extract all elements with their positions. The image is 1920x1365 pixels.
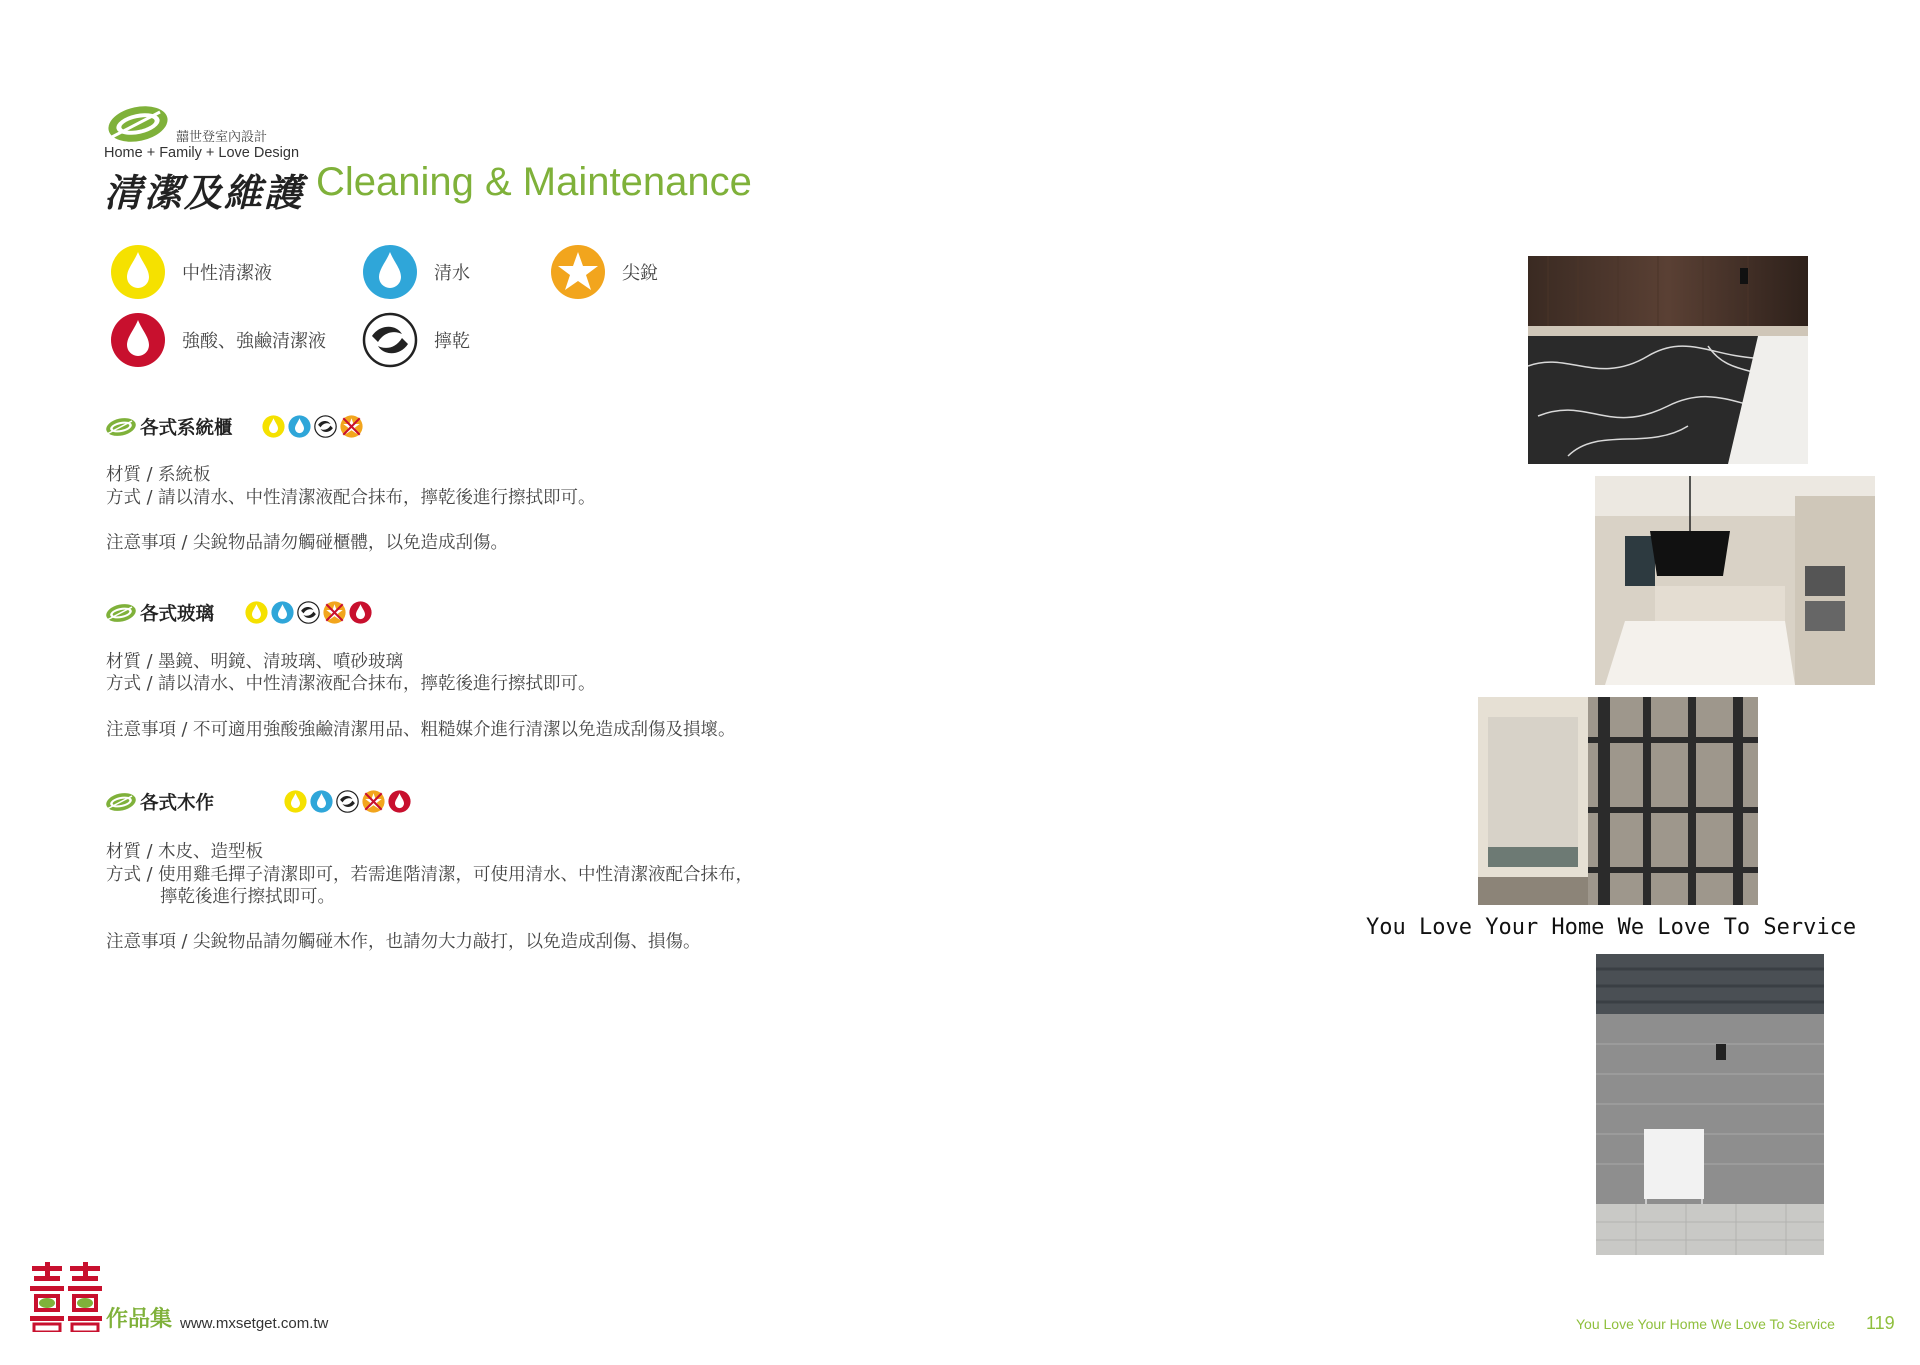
leaf-icon [104,601,138,625]
section-material: 材質 / 墨鏡、明鏡、清玻璃、噴砂玻璃 [106,652,404,672]
legend-label: 尖銳 [622,263,658,284]
legend-label: 清水 [434,263,470,284]
section-note: 注意事項 / 不可適用強酸強鹼清潔用品、粗糙媒介進行清潔以免造成刮傷及損壞。 [106,720,736,740]
photo-bathroom [1596,954,1824,1255]
blue-drop-icon [310,790,333,813]
legend-strong-acid-alkali [110,312,326,368]
section-icons [245,601,372,624]
section-method-continued: 擰乾後進行擦拭即可。 [160,887,335,907]
section-method: 方式 / 請以清水、中性清潔液配合抹布，擰乾後進行擦拭即可。 [106,488,596,508]
section-note: 注意事項 / 尖銳物品請勿觸碰櫃體，以免造成刮傷。 [106,533,509,553]
footer-slogan: You Love Your Home We Love To Service [1576,1316,1835,1332]
legend-label: 中性清潔液 [182,263,272,284]
blue-drop-icon [362,244,418,300]
section-icons [262,415,363,438]
section-title: 各式系統櫃 [140,418,233,439]
brand-name-cn: 囍世登室內設計 [176,130,268,145]
no-sharp-icon [323,601,346,624]
page-title-en: Cleaning & Maintenance [316,160,752,204]
double-happiness-logo-icon [28,1262,106,1332]
section-title: 各式玻璃 [140,604,215,625]
legend-wring-dry [362,312,470,368]
section-material: 材質 / 木皮、造型板 [106,842,264,862]
section-note: 注意事項 / 尖銳物品請勿觸碰木作，也請勿大力敲打，以免造成刮傷、損傷。 [106,932,701,952]
sharp-star-icon [550,244,606,300]
yellow-drop-icon [110,244,166,300]
section-method: 方式 / 請以清水、中性清潔液配合抹布，擰乾後進行擦拭即可。 [106,674,596,694]
footer-portfolio-label: 作品集 [106,1306,173,1332]
section-header [104,789,214,815]
photo-room-partition [1478,697,1758,905]
page-title-cn: 清潔及維護 [104,170,305,215]
footer-url-link[interactable]: www.mxsetget.com.tw [180,1315,329,1332]
wring-dry-icon [297,601,320,624]
legend-neutral-cleaner [110,244,272,300]
section-title: 各式木作 [140,793,215,814]
brand-name-en: Home + Family + Love Design [104,145,300,161]
blue-drop-icon [288,415,311,438]
no-sharp-icon [340,415,363,438]
wring-dry-icon [362,312,418,368]
red-drop-icon [349,601,372,624]
yellow-drop-icon [245,601,268,624]
section-header [104,414,233,440]
wring-dry-icon [336,790,359,813]
slogan-text: You Love Your Home We Love To Service [1366,915,1857,940]
red-drop-icon [110,312,166,368]
section-method: 方式 / 使用雞毛撣子清潔即可，若需進階清潔，可使用清水、中性清潔液配合抹布， [106,865,754,885]
wring-dry-icon [314,415,337,438]
blue-drop-icon [271,601,294,624]
brand-leaf-logo-icon [104,102,172,146]
legend-sharp [550,244,658,300]
legend-label: 擰乾 [434,331,470,352]
no-sharp-icon [362,790,385,813]
yellow-drop-icon [284,790,307,813]
legend-label: 強酸、強鹼清潔液 [182,331,326,352]
yellow-drop-icon [262,415,285,438]
legend-water [362,244,470,300]
page-number: 119 [1866,1313,1895,1333]
photo-kitchen [1595,476,1875,685]
leaf-icon [104,790,138,814]
leaf-icon [104,415,138,439]
section-header [104,600,214,626]
section-icons [284,790,411,813]
section-material: 材質 / 系統板 [106,465,211,485]
photo-marble-countertop [1528,256,1808,464]
red-drop-icon [388,790,411,813]
